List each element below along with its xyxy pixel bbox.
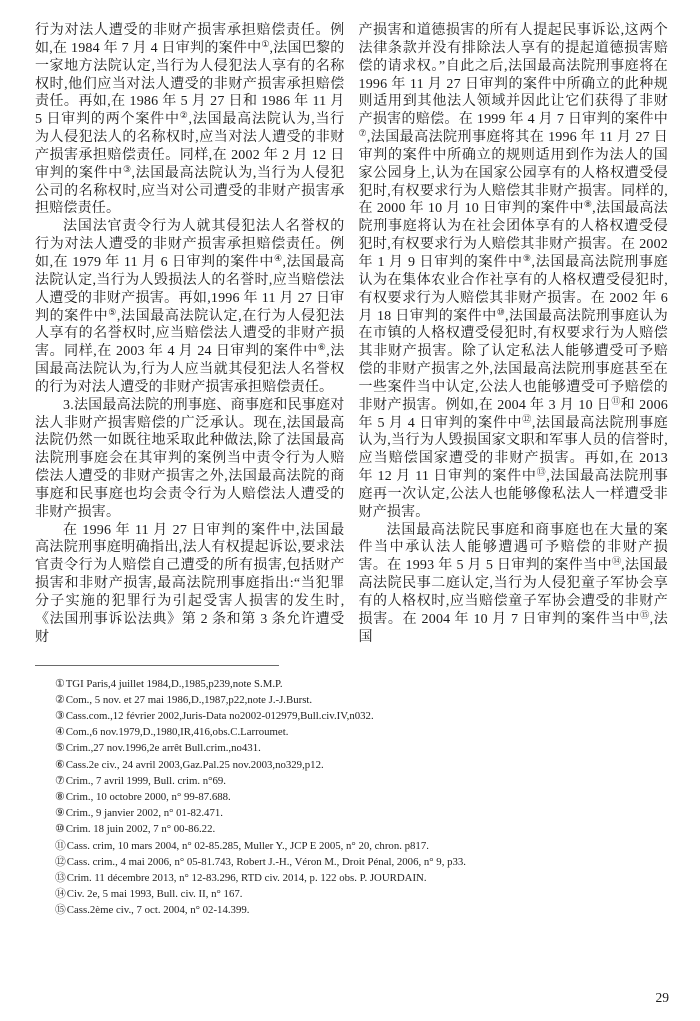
- footnote-marker: ⑤: [55, 742, 65, 755]
- footnote-marker: ⑮: [55, 904, 66, 917]
- footnote: [55, 821, 668, 837]
- footnote-marker: ⑨: [55, 807, 65, 820]
- footnote: [55, 676, 668, 692]
- footnote: [55, 886, 668, 902]
- footnote-marker: ③: [55, 709, 65, 722]
- footnote: [55, 805, 668, 821]
- footnote-list: [35, 676, 668, 919]
- footnote-text: Com.,6 nov.1979,D.,1980,IR,416,obs.C.Larroumet.: [65, 726, 289, 739]
- footnote-text: Cass.2e civ., 24 avril 2003,Gaz.Pal.25 nov.2003,no329,p12.: [65, 758, 324, 771]
- footnote: [55, 773, 668, 789]
- footnote: [55, 740, 668, 756]
- footnote-marker: ⑭: [55, 888, 66, 901]
- footnote-marker: ⑩: [55, 823, 65, 836]
- footnote-marker: ④: [55, 726, 65, 739]
- footnote-text: Crim. 11 décembre 2013, n° 12-83.296, RTD civ. 2014, p. 122 obs. P. JOURDAIN.: [66, 871, 427, 884]
- footnote: [55, 757, 668, 773]
- footnote: [55, 789, 668, 805]
- footnote-marker: ②: [55, 693, 65, 706]
- body-paragraph: 3.法国最高法院的刑事庭、商事庭和民事庭对法人非财产损害赔偿的广泛承认。现在,法国最高法院仍然一如既往地采取此种做法,除了法国最高法院刑事庭会在其审判的案例当中责令行为人赔偿法人遭受的非财产损害之外,法国最高法院的商事庭和民事庭也均会责令行为人赔偿法人遭受的非财产损害。: [35, 397, 345, 520]
- footnote-text: Com., 5 nov. et 27 mai 1986,D.,1987,p22,note J.-J.Burst.: [65, 693, 313, 706]
- body-paragraph: 行为对法人遭受的非财产损害承担赔偿责任。例如,在 1984 年 7 月 4 日审判的案件中①,法国巴黎的一家地方法院认定,当行为人侵犯法人享有的名称权时,他们应当对法人遭受的非财产损害承担赔偿责任。再如,在 1986 年 5 月 27 日和 1986 年 11 月 5 日审判的两个案件中②,法国最高法院认为,当行为人侵犯法人的名称权时,应当对法人遭受的非财产损害承担赔偿责任。同样,在 2002 年 2 月 12 日审判的案件中③,法国最高法院认为,当行为人侵犯公司的名称权时,应当对公司遭受的非财产损害承担赔偿责任。: [35, 23, 345, 217]
- footnote-marker: ⑥: [55, 758, 65, 771]
- footnote-marker: ⑪: [55, 839, 66, 852]
- footnote-divider: [35, 665, 279, 666]
- footnote-marker: ⑦: [55, 774, 65, 787]
- body-paragraph: 产损害和道德损害的所有人提起民事诉讼,这两个法律条款并没有排除法人享有的提起道德损害赔偿的请求权。”自此之后,法国最高法院刑事庭将在 1996 年 11 月 27 日审判的案件中所确立的此种规则适用到其他法人领域并因此让它们获得了非财产损害的赔偿。在 1999 年 4 月 7 日审判的案件中⑦,法国最高法院刑事庭将其在 1996 年 11 月 27 日审判的案件中所确立的规则适用到作为法人的国家公园身上,认为在国家公园享有的人格权遭受侵犯时,有权要求行为人赔偿其非财产损害。同样的,在 2000 年 10 月 10 日审判的案件中⑧,法国最高法院刑事庭将认为在社会团体享有的人格权遭受侵犯时,有权要求行为人赔偿其非财产损害。在 2002 年 1 月 9 日审判的案件中⑨,法国最高法院刑事庭认为在集体农业合作社享有的人格权遭受侵犯时,有权要求行为人赔偿其非财产损害。在 2002 年 6 月 18 日审判的案件中⑩,法国最高法院刑事庭认为在市镇的人格权遭受侵犯时,有权要求行为人赔偿其非财产损害。除了认定私法人能够遭受可予赔偿的非财产损害之外,法国最高法院刑事庭甚至在一些案件当中认定,公法人也能够遭受可予赔偿的非财产损害。例如,在 2004 年 3 月 10 日⑪和 2006 年 5 月 4 日审判的案件中⑫,法国最高法院刑事庭认为,当行为人毁损国家文职和军事人员的信誉时,应当赔偿国家遭受的非财产损害。再如,在 2013 年 12 月 11 日审判的案件中⑬,法国最高法院刑事庭再一次认定,公法人也能够像私法人一样遭受非财产损害。: [358, 23, 669, 520]
- body-text: [35, 22, 668, 647]
- footnote: [55, 692, 668, 708]
- body-paragraph: 在 1996 年 11 月 27 日审判的案件中,法国最高法院刑事庭明确指出,法人有权提起诉讼,要求法官责令行为人赔偿自己遭受的所有损害,包括财产损害和非财产损害,最高法院刑事庭指出:“当犯罪分子实施的犯罪行为引起受害人损害的发生时,《法国刑事诉讼法典》第 2 条和第 3 条允许遭受财: [35, 522, 345, 645]
- footnote: [55, 838, 668, 854]
- footnote: [55, 902, 668, 918]
- footnote-text: Cass. crim, 10 mars 2004, n° 02-85.285, Muller Y., JCP E 2005, n° 20, chron. p817.: [66, 839, 429, 852]
- footnote-text: Cass. crim., 4 mai 2006, n° 05-81.743, Robert J.-H., Véron M., Droit Pénal, 2006, n° 9, p33.: [66, 855, 466, 868]
- footnote-marker: ⑧: [55, 790, 65, 803]
- body-paragraph: 法国最高法院民事庭和商事庭也在大量的案件当中承认法人能够遭遇可予赔偿的非财产损害。在 1993 年 5 月 5 日审判的案件当中⑭,法国最高法院民事二庭认定,当行为人侵犯童子军协会享有的人格权时,应当赔偿童子军协会遭受的非财产损害。在 2004 年 10 月 7 日审判的案件当中⑮,法国: [358, 522, 668, 645]
- footnote-text: Civ. 2e, 5 mai 1993, Bull. civ. II, n° 167.: [66, 888, 243, 901]
- footnote: [55, 870, 668, 886]
- footnote-text: Crim.,27 nov.1996,2e arrêt Bull.crim.,no431.: [65, 742, 261, 755]
- footnote: [55, 708, 668, 724]
- footnote-text: TGI Paris,4 juillet 1984,D.,1985,p239,note S.M.P.: [65, 677, 283, 690]
- page-number: 29: [655, 990, 669, 1005]
- footnote-text: Crim. 18 juin 2002, 7 n° 00-86.22.: [65, 823, 216, 836]
- body-paragraph: 法国法官责令行为人就其侵犯法人名誉权的行为对法人遭受的非财产损害承担赔偿责任。例如,在 1979 年 11 月 6 日审判的案件中④,法国最高法院认定,当行为人毁损法人的名誉时,应当赔偿法人遭受的非财产损害。再如,1996 年 11 月 27 日审判的案件中⑤,法国最高法院认定,在行为人侵犯法人享有的名誉权时,应当赔偿法人遭受的非财产损害。同样,在 2003 年 4 月 24 日审判的案件中⑥,法国最高法院认为,行为人应当就其侵犯法人名誉权的行为对法人遭受的非财产损害承担赔偿责任。: [35, 219, 345, 395]
- footnote-marker: ⑫: [55, 855, 66, 868]
- right-column: [359, 22, 669, 647]
- footnote-text: Cass.com.,12 février 2002,Juris-Data no2002-012979,Bull.civ.IV,n032.: [65, 709, 374, 722]
- footnote-marker: ①: [55, 677, 65, 690]
- footnote: [55, 724, 668, 740]
- footnote: [55, 854, 668, 870]
- left-column: [35, 22, 345, 647]
- footnote-marker: ⑬: [55, 871, 66, 884]
- footnote-text: Crim., 7 avril 1999, Bull. crim. n°69.: [65, 774, 226, 787]
- footnote-text: Crim., 10 octobre 2000, n° 99-87.688.: [65, 790, 231, 803]
- footnote-text: Crim., 9 janvier 2002, n° 01-82.471.: [65, 807, 223, 820]
- footnote-text: Cass.2ème civ., 7 oct. 2004, n° 02-14.399.: [66, 904, 250, 917]
